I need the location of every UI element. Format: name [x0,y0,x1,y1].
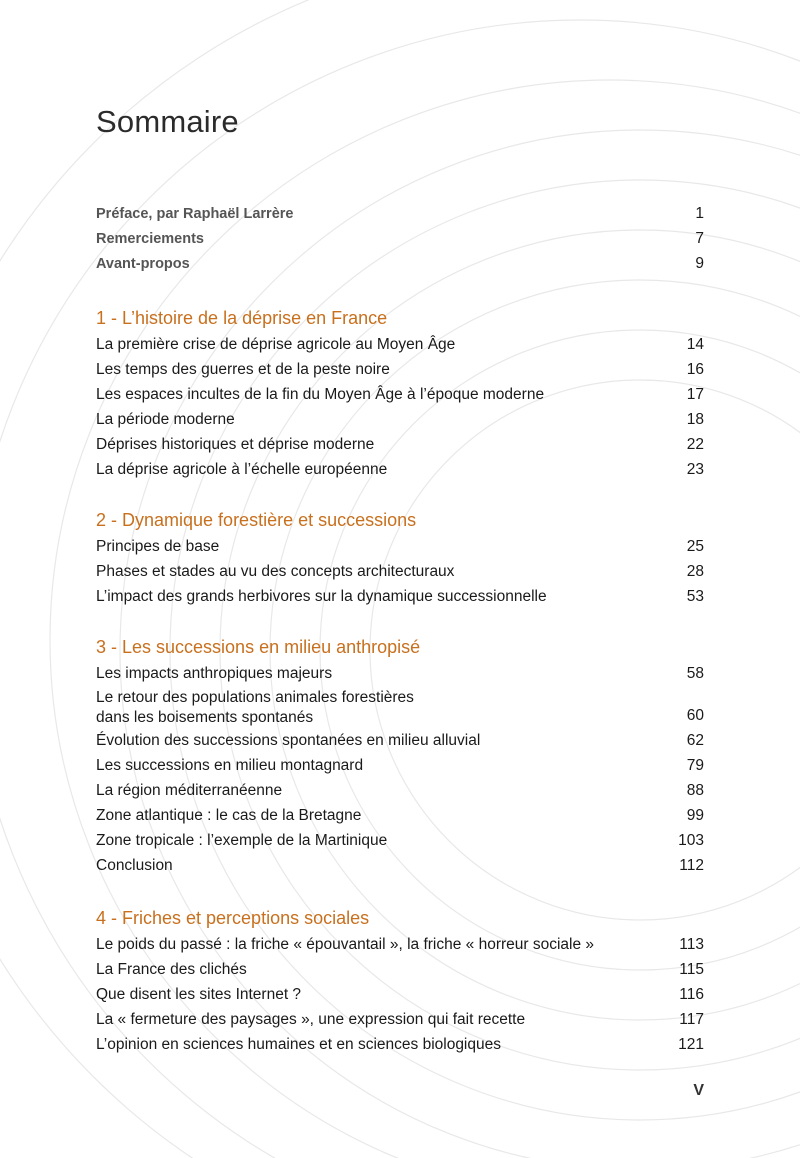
toc-entry-label: Avant-propos [96,256,190,272]
toc-entry-label: La première crise de déprise agricole au Moyen Âge [96,336,456,353]
toc-entry-page: 121 [678,1036,704,1053]
toc-entry-label: Les successions en milieu montagnard [96,757,364,774]
toc-entry[interactable] [96,1007,704,1032]
toc-entry[interactable] [96,957,704,982]
chapter-title[interactable]: 2 - Dynamique forestière et successions [96,510,417,530]
toc-entry-label: Zone atlantique : le cas de la Bretagne [96,807,362,824]
toc-entry-page: 9 [695,255,704,272]
page-folio: V [693,1082,704,1099]
toc-entry-page: 16 [686,361,704,378]
toc-entry-label: Remerciements [96,231,204,247]
toc-entry-page: 88 [686,782,704,799]
toc-entry-page: 103 [678,832,704,849]
toc-entry-page: 60 [686,707,704,724]
toc-entry-label: Principes de base [96,538,220,555]
toc-entry[interactable] [96,357,704,382]
chapter-1 [96,306,704,482]
toc-entry-label: Que disent les sites Internet ? [96,986,302,1003]
toc-entry-label: L’impact des grands herbivores sur la dynamique successionnelle [96,588,547,605]
toc-entry-page: 53 [686,588,704,605]
toc-entry[interactable] [96,584,704,609]
toc-entry-page: 112 [679,857,704,874]
toc-entry-page: 23 [686,461,704,478]
toc-entry-page: 62 [686,732,704,749]
toc-entry-page: 17 [686,386,704,403]
toc-entry-preface[interactable] [96,201,704,226]
page-title: Sommaire [96,104,239,139]
toc-entry-label: La région méditerranéenne [96,782,283,799]
toc-entry-avant-propos[interactable] [96,251,704,276]
toc-entry-label: Déprises historiques et déprise moderne [96,436,375,453]
toc-entry-page: 116 [679,986,704,1003]
toc-entry[interactable] [96,534,704,559]
toc-entry-page: 28 [686,563,704,580]
toc-entry-page: 113 [679,936,704,953]
toc-entry-page: 79 [686,757,704,774]
toc-entry-page: 99 [686,807,704,824]
toc-entry-label: La « fermeture des paysages », une expression qui fait recette [96,1011,526,1028]
toc-entry-page: 22 [686,436,704,453]
toc-entry-page: 1 [695,205,704,222]
toc-entry-label: La France des clichés [96,961,247,978]
toc-entry[interactable] [96,382,704,407]
toc-entry-label: Évolution des successions spontanées en milieu alluvial [96,732,481,749]
toc-entry-label: Phases et stades au vu des concepts architecturaux [96,563,455,580]
toc-entry[interactable] [96,686,704,728]
toc-entry-page: 7 [695,230,704,247]
toc-entry[interactable] [96,932,704,957]
toc-entry-label: Zone tropicale : l’exemple de la Martinique [96,832,388,849]
toc-entry[interactable] [96,982,704,1007]
toc-entry[interactable] [96,661,704,686]
chapter-2 [96,508,704,609]
toc-entry-page: 18 [686,411,704,428]
toc-entry-label: La déprise agricole à l’échelle européenne [96,461,388,478]
toc-entry-label: L’opinion en sciences humaines et en sciences biologiques [96,1036,501,1053]
front-matter [96,201,704,276]
chapter-4 [96,906,704,1057]
toc-entry[interactable] [96,332,704,357]
toc-entry[interactable] [96,559,704,584]
toc-entry-label: Les impacts anthropiques majeurs [96,665,333,682]
toc-entry[interactable] [96,432,704,457]
toc-entry-page: 115 [679,961,704,978]
chapter-title[interactable]: 4 - Friches et perceptions sociales [96,908,370,928]
toc-entry-label: Les espaces incultes de la fin du Moyen Âge à l’époque moderne [96,386,545,403]
toc-entry-label: Le retour des populations animales forestières dans les boisements spontanés [96,689,414,726]
toc-entry[interactable] [96,753,704,778]
toc-entry[interactable] [96,803,704,828]
chapter-title[interactable]: 1 - L’histoire de la déprise en France [96,308,388,328]
toc-entry-label: Conclusion [96,857,173,874]
toc-entry[interactable] [96,853,704,878]
toc-entry[interactable] [96,828,704,853]
toc-entry[interactable] [96,778,704,803]
toc-entry-page: 58 [686,665,704,682]
toc-entry-label: Préface, par Raphaël Larrère [96,206,294,222]
toc-entry-label: Le poids du passé : la friche « épouvantail », la friche « horreur sociale » [96,936,595,953]
toc-entry-page: 25 [686,538,704,555]
toc-entry[interactable] [96,728,704,753]
toc-entry-label: La période moderne [96,411,235,428]
toc-entry[interactable] [96,407,704,432]
toc-entry-page: 14 [686,336,704,353]
toc-entry[interactable] [96,457,704,482]
chapter-3 [96,635,704,878]
toc-entry-label: Les temps des guerres et de la peste noire [96,361,390,378]
toc-entry-remerciements[interactable] [96,226,704,251]
toc-entry[interactable] [96,1032,704,1057]
chapter-title[interactable]: 3 - Les successions en milieu anthropisé [96,637,421,657]
toc-entry-page: 117 [679,1011,704,1028]
